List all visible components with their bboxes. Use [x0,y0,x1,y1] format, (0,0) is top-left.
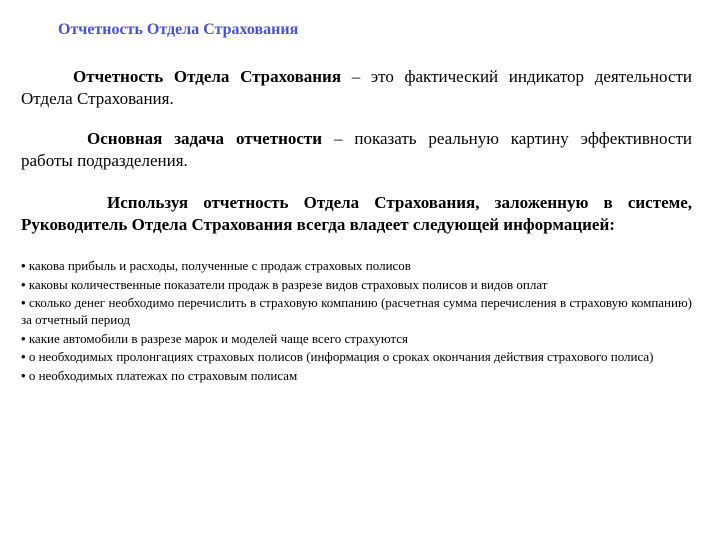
paragraph-definition-text: – это фактический индикатор деятельности Отдела Страхования. [21,67,693,108]
list-item-text: о необходимых платежах по страховым полисам [28,367,298,383]
info-bullet-list [21,257,692,385]
bullet-icon: • [21,295,26,310]
bullet-icon: • [21,276,26,292]
list-item [21,257,692,274]
list-item [21,367,692,384]
bullet-icon: • [21,349,26,364]
list-item [21,294,692,328]
bullet-icon: • [21,258,26,273]
paragraph-definition-bold: Отчетность Отдела Страхования [73,67,342,86]
paragraph-manager-info: Используя отчетность Отдела Страхования, заложенную в системе, Руководитель Отдела Страхования всегда владеет следующей информацией: [21,193,692,234]
list-item-text: каковы количественные показатели продаж в разрезе видов страховых полисов и видов оплат [28,276,548,292]
paragraph-main-task-text: – показать реальную картину эффективности работы подразделения. [21,129,693,170]
list-item-text: какова прибыль и расходы, полученные с продаж страховых полисов [28,258,411,273]
bullet-icon: • [21,367,26,383]
list-item-text: о необходимых пролонгациях страховых полисов (информация о сроках окончания действия страхового полиса) [28,349,654,364]
paragraph-main-task [21,128,692,172]
list-item-text: сколько денег необходимо перечислить в страховую компанию (расчетная сумма перечисления в страховую компанию) за отчетный период [21,295,693,327]
list-item [21,276,692,293]
paragraph-definition [21,66,692,110]
list-item-text: какие автомобили в разрезе марок и моделей чаще всего страхуются [28,330,408,346]
paragraph-main-task-bold: Основная задача отчетности [87,129,323,148]
slide-title: Отчетность Отдела Страхования [58,21,299,38]
list-item [21,348,692,365]
list-item [21,330,692,347]
bullet-icon: • [21,330,26,346]
